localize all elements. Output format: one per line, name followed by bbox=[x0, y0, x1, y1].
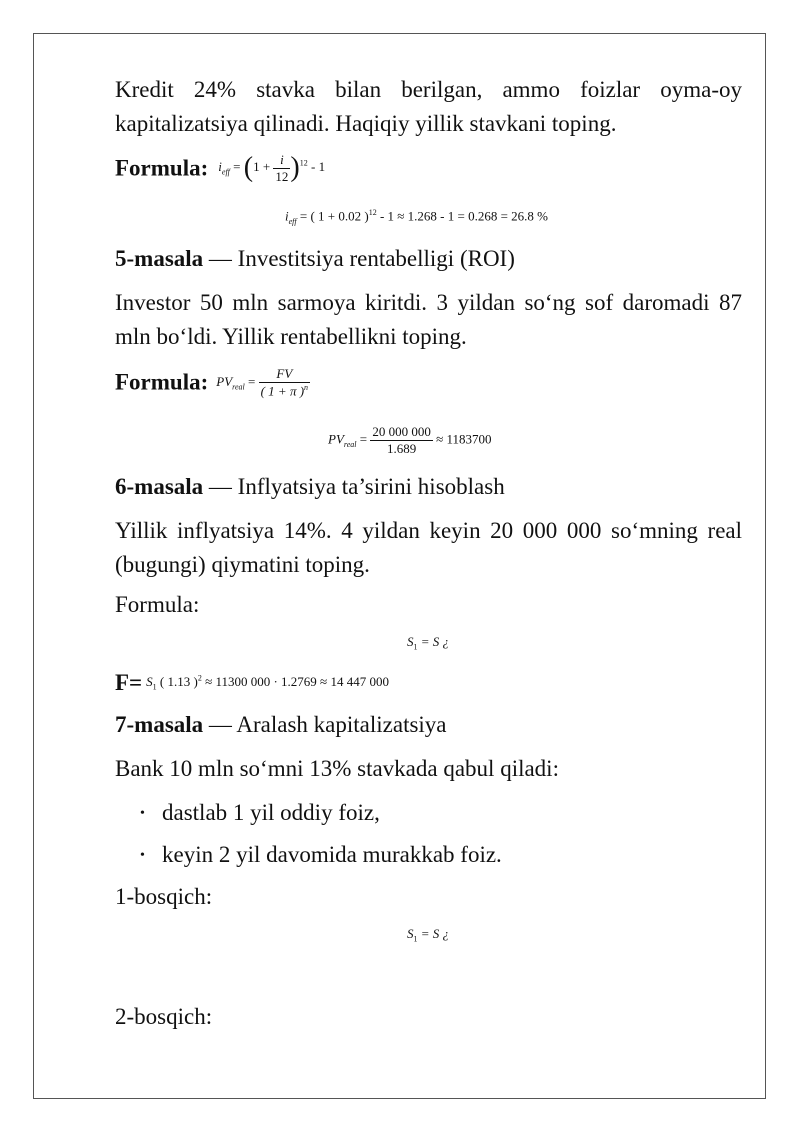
formula-label: Formula: bbox=[115, 155, 209, 181]
fraction-denominator: ( 1 + π ) bbox=[260, 383, 305, 399]
effective-rate-formula: $i_{eff} = (1$ + $\frac{i}{12}$ )$^{12}$ - 1 bbox=[218, 152, 326, 184]
s1-equation bbox=[407, 634, 449, 652]
step-2-label: 2-bosqich: bbox=[115, 1004, 213, 1029]
calc-equals: = bbox=[359, 431, 368, 447]
effective-rate-calculation bbox=[285, 208, 548, 226]
calc-sub: 1 bbox=[152, 682, 157, 692]
fraction-denominator: 12 bbox=[275, 169, 289, 184]
calc-result: ≈ 1183700 bbox=[436, 431, 492, 447]
problem-6-text: Yillik inflyatsiya 14%. 4 yildan keyin 20 000 000 so‘mning real (bugungi) qiymatini toping. bbox=[115, 518, 742, 577]
eq-var: S bbox=[407, 926, 414, 941]
calc-sub: real bbox=[343, 440, 357, 450]
eq-sub: 1 bbox=[413, 934, 418, 944]
eq-sub: 1 bbox=[413, 642, 418, 652]
calc-exponent: 2 bbox=[197, 674, 202, 684]
s1-equation-2 bbox=[407, 926, 449, 944]
formula-label-2: Formula: bbox=[115, 369, 209, 395]
calc-exponent: 12 bbox=[368, 208, 377, 217]
formula-fraction bbox=[259, 366, 310, 399]
task-7-title: — Aralash kapitalizatsiya bbox=[203, 712, 447, 737]
eq-rhs: = S ¿ bbox=[420, 926, 450, 941]
calc-body: = ( 1 + 0.02 ) bbox=[299, 208, 369, 224]
f-prefix: F= bbox=[115, 670, 143, 695]
inflation-calculation bbox=[146, 674, 389, 692]
formula-sub: real bbox=[232, 382, 245, 392]
list-item: keyin 2 yil davomida murakkab foiz. bbox=[162, 842, 502, 867]
calc-var: PV bbox=[328, 431, 344, 447]
formula-1-row bbox=[115, 152, 325, 185]
calc-body: ( 1.13 ) bbox=[159, 674, 198, 690]
formula-equals: = bbox=[248, 373, 256, 389]
denominator-exponent: n bbox=[304, 383, 309, 392]
task-7-heading bbox=[115, 712, 447, 738]
formula-plus: + bbox=[262, 159, 271, 175]
fraction-numerator: FV bbox=[276, 366, 293, 381]
task-6-number: 6-masala bbox=[115, 474, 204, 499]
calc-result: - 1 ≈ 1.268 - 1 = 0.268 = 26.8 % bbox=[379, 208, 548, 224]
formula-var: i bbox=[218, 159, 222, 175]
real-value-calculation bbox=[328, 424, 491, 457]
calc-var: i bbox=[285, 208, 289, 224]
problem-7-text: Bank 10 mln so‘mni 13% stavkada qabul qiladi: bbox=[115, 756, 559, 781]
formula-tail: - 1 bbox=[310, 159, 326, 175]
calc-var: S bbox=[146, 674, 153, 690]
formula-2-row bbox=[115, 366, 310, 399]
step-1-label: 1-bosqich: bbox=[115, 884, 213, 909]
task-5-heading bbox=[115, 246, 515, 272]
task-6-heading bbox=[115, 474, 505, 500]
bullet-marker: • bbox=[140, 848, 145, 863]
task-5-number: 5-masala bbox=[115, 246, 204, 271]
bullet-marker: • bbox=[140, 806, 145, 821]
fraction-numerator: i bbox=[280, 152, 284, 167]
problem-5-text: Investor 50 mln sarmoya kiritdi. 3 yildan so‘ng sof daromadi 87 mln bo‘ldi. Yillik rentabellikni toping. bbox=[115, 290, 742, 349]
list-item: dastlab 1 yil oddiy foiz, bbox=[162, 800, 380, 825]
formula-sub: eff bbox=[221, 168, 230, 178]
formula-exponent: 12 bbox=[299, 159, 308, 169]
formula-var: PV bbox=[216, 373, 233, 389]
task-7-number: 7-masala bbox=[115, 712, 204, 737]
inflation-calculation-row bbox=[115, 670, 389, 696]
problem-4-text: Kredit 24% stavka bilan berilgan, ammo foizlar oyma-oy kapitalizatsiya qilinadi. Haqiqiy yillik stavkani toping. bbox=[115, 77, 742, 136]
calc-numerator: 20 000 000 bbox=[372, 424, 431, 439]
formula-one: 1 bbox=[253, 159, 260, 175]
eq-rhs: = S ¿ bbox=[420, 634, 450, 649]
calc-fraction bbox=[370, 424, 433, 457]
task-5-title: — Investitsiya rentabelligi (ROI) bbox=[203, 246, 515, 271]
task-6-title: — Inflyatsiya ta’sirini hisoblash bbox=[203, 474, 505, 499]
calc-sub: eff bbox=[288, 216, 297, 226]
calc-result: ≈ 11300 000 · 1.2769 ≈ 14 447 000 bbox=[205, 674, 389, 690]
calc-denominator: 1.689 bbox=[370, 440, 433, 457]
formula-plain-label: Formula: bbox=[115, 592, 200, 617]
formula-fraction bbox=[273, 152, 290, 185]
eq-var: S bbox=[407, 634, 414, 649]
